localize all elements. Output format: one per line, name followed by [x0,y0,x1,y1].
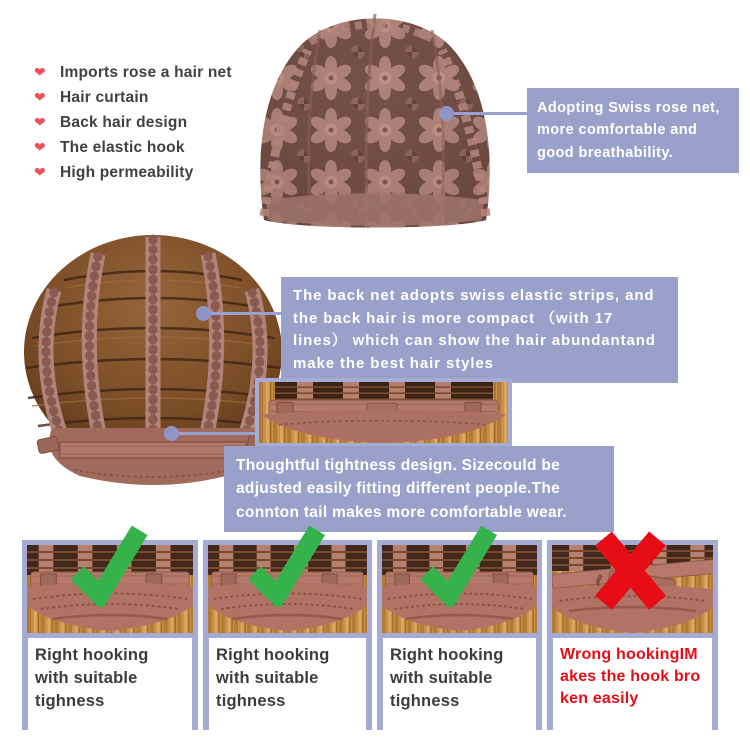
callout-dot [439,106,454,121]
comparison-label: Right hooking with suitable tighness [22,638,198,730]
heart-icon: ❤ [34,89,46,105]
check-icon [205,519,364,607]
callout-line [447,112,529,115]
feature-list [34,60,232,185]
callout-back-net: The back net adopts swiss elastic strips, and the back hair is more compact （with 17 lines） which can show the hair abundantand make the best hair styles [281,277,678,383]
strap-closeup-photo [255,378,512,447]
callout-tightness: Thoughtful tightness design. Sizecould be adjusted easily fitting different people.The connton tail makes more comfortable wear. [224,446,614,532]
feature-label: Hair curtain [60,88,149,106]
comparison-cell [377,540,542,730]
comparison-cell [203,540,372,730]
list-item [34,135,232,160]
comparison-label: Wrong hookingIMakes the hook broken easily [547,638,718,730]
callout-dot [164,426,179,441]
feature-label: Back hair design [60,113,188,131]
list-item [34,60,232,85]
list-item [34,160,232,185]
callout-rose-net: Adopting Swiss rose net, more comfortable and good breathability. [527,88,739,173]
hooking-comparison [22,540,718,730]
comparison-cell [547,540,718,730]
callout-dot [196,306,211,321]
rose-net-cap-photo [250,0,500,234]
list-item [34,85,232,110]
heart-icon: ❤ [34,139,46,155]
check-icon [379,519,534,607]
heart-icon: ❤ [34,64,46,80]
callout-line [172,432,255,435]
comparison-label: Right hooking with suitable tighness [203,638,372,730]
hooking-photo-right [203,540,372,638]
feature-label: The elastic hook [60,138,185,156]
list-item [34,110,232,135]
callout-line [204,312,283,315]
hooking-photo-wrong [547,540,718,638]
cross-icon [550,525,711,613]
feature-label: High permeability [60,163,194,181]
heart-icon: ❤ [34,164,46,180]
comparison-cell [22,540,198,730]
heart-icon: ❤ [34,114,46,130]
hooking-photo-right [377,540,542,638]
feature-label: Imports rose a hair net [60,63,232,81]
check-icon [24,519,190,607]
comparison-label: Right hooking with suitable tighness [377,638,542,730]
hooking-photo-right [22,540,198,638]
